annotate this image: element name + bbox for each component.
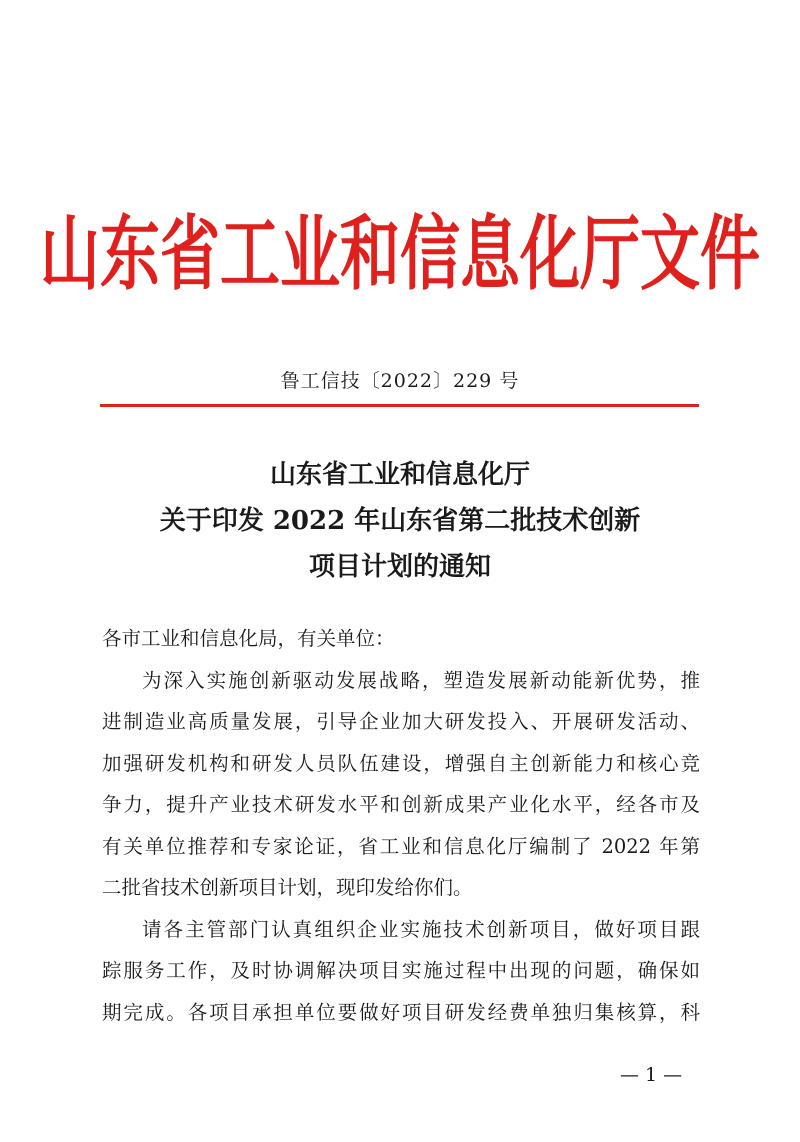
red-divider-line (100, 404, 699, 407)
notice-body (102, 618, 700, 1033)
title-line: 关于印发 2022 年山东省第二批技术创新 (159, 506, 641, 536)
paragraph-line: 踪服务工作，及时协调解决项目实施过程中出现的问题，确保如 (102, 959, 700, 982)
masthead (0, 198, 800, 302)
paragraph-line: 争力，提升产业技术研发水平和创新成果产业化水平，经各市及 (102, 793, 700, 816)
paragraph-line: 为深入实施创新驱动发展战略，塑造发展新动能新优势，推 (142, 668, 700, 692)
title-line: 项目计划的通知 (308, 552, 491, 582)
paragraph (102, 909, 700, 1034)
paragraph-line: 请各主管部门认真组织企业实施技术创新项目，做好项目跟 (142, 917, 700, 941)
title-line: 山东省工业和信息化厅 (269, 460, 530, 490)
masthead-title: 山东省工业和信息化厅文件 (40, 207, 760, 302)
notice-title (0, 452, 800, 590)
salutation: 各市工业和信息化局，有关单位： (102, 627, 395, 650)
page-number: — 1 — (620, 1064, 683, 1086)
paragraph (102, 660, 700, 909)
paragraph-line: 加强研发机构和研发人员队伍建设，增强自主创新能力和核心竞 (102, 751, 700, 775)
paragraph-line: 期完成。各项目承担单位要做好项目研发经费单独归集核算，科 (102, 1000, 700, 1024)
paragraph-line: 二批省技术创新项目计划，现印发给你们。 (102, 876, 473, 899)
paragraph-line: 进制造业高质量发展，引导企业加大研发投入、开展研发活动、 (102, 710, 700, 733)
paragraph-line: 有关单位推荐和专家论证，省工业和信息化厅编制了 2022 年第 (102, 834, 700, 858)
document-number: 鲁工信技〔2022〕229 号 (280, 370, 520, 392)
